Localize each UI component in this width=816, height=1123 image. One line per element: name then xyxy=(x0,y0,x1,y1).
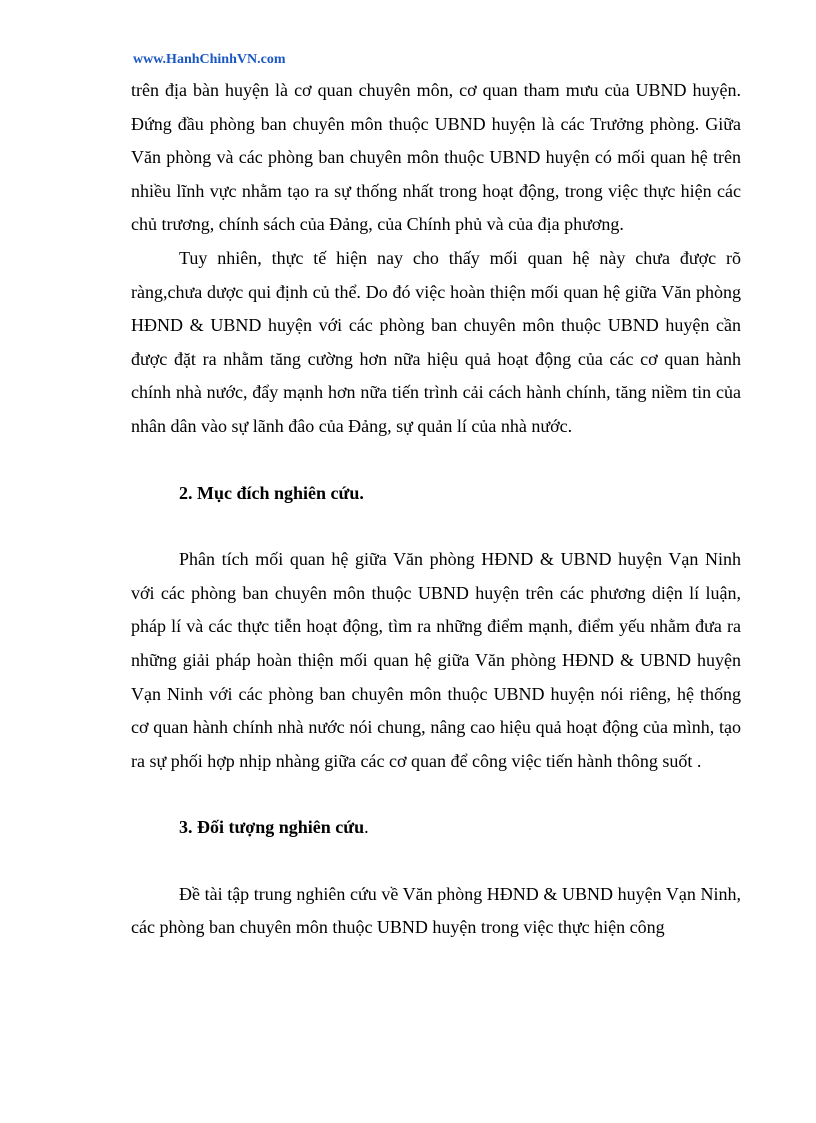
site-header-link[interactable]: www.HanhChinhVN.com xyxy=(133,52,286,67)
section-heading-3-period: . xyxy=(364,817,369,838)
paragraph-4: Đề tài tập trung nghiên cứu về Văn phòng HĐND & UBND huyện Vạn Ninh, các phòng ban chuyên môn thuộc UBND huyện trong việc thực hiện công xyxy=(131,883,741,938)
paragraph-2: Tuy nhiên, thực tế hiện nay cho thấy mối quan hệ này chưa được rõ ràng,chưa dược qui định củ thể. Do đó việc hoàn thiện mối quan hệ giữa Văn phòng HĐND & UBND huyện với các phòng ban chuyên môn thuộc UBND huyện cần được đặt ra nhằm tăng cường hơn nữa hiệu quả hoạt động của các cơ quan hành chính nhà nước, đẩy mạnh hơn nữa tiến trình cải cách hành chính, tăng niềm tin của nhân dân vào sự lãnh đâo của Đảng, sự quản lí của nhà nước. xyxy=(131,247,741,436)
spacer xyxy=(131,510,741,543)
section-heading-3-text: 3. Đối tượng nghiên cứu xyxy=(179,817,365,838)
spacer xyxy=(131,778,741,811)
spacer xyxy=(131,845,741,878)
section-heading-2: 2. Mục đích nghiên cứu. xyxy=(179,482,364,503)
document-body xyxy=(131,74,741,945)
section-heading-3 xyxy=(131,811,741,845)
paragraph-1: trên địa bàn huyện là cơ quan chuyên môn, cơ quan tham mưu của UBND huyện. Đứng đầu phòng ban chuyên môn thuộc UBND huyện là các Trưởng phòng. Giữa Văn phòng và các phòng ban chuyên môn thuộc UBND huyện có mối quan hệ trên nhiều lĩnh vực nhằm tạo ra sự thống nhất trong hoạt động, trong việc thực hiện các chủ trương, chính sách của Đảng, của Chính phủ và của địa phương. xyxy=(131,80,741,235)
spacer xyxy=(131,444,741,477)
paragraph-3: Phân tích mối quan hệ giữa Văn phòng HĐND & UBND huyện Vạn Ninh với các phòng ban chuyên môn thuộc UBND huyện trên các phương diện lí luận, pháp lí và các thực tiễn hoạt động, tìm ra những điểm mạnh, điểm yếu nhằm đưa ra những giải pháp hoàn thiện mối quan hệ giữa Văn phòng HĐND & UBND huyện Vạn Ninh với các phòng ban chuyên môn thuộc UBND huyện nói riêng, hệ thống cơ quan hành chính nhà nước nói chung, nâng cao hiệu quả hoạt động của mình, tạo ra sự phối hợp nhịp nhàng giữa các cơ quan để công việc tiến hành thông suốt . xyxy=(131,549,741,771)
